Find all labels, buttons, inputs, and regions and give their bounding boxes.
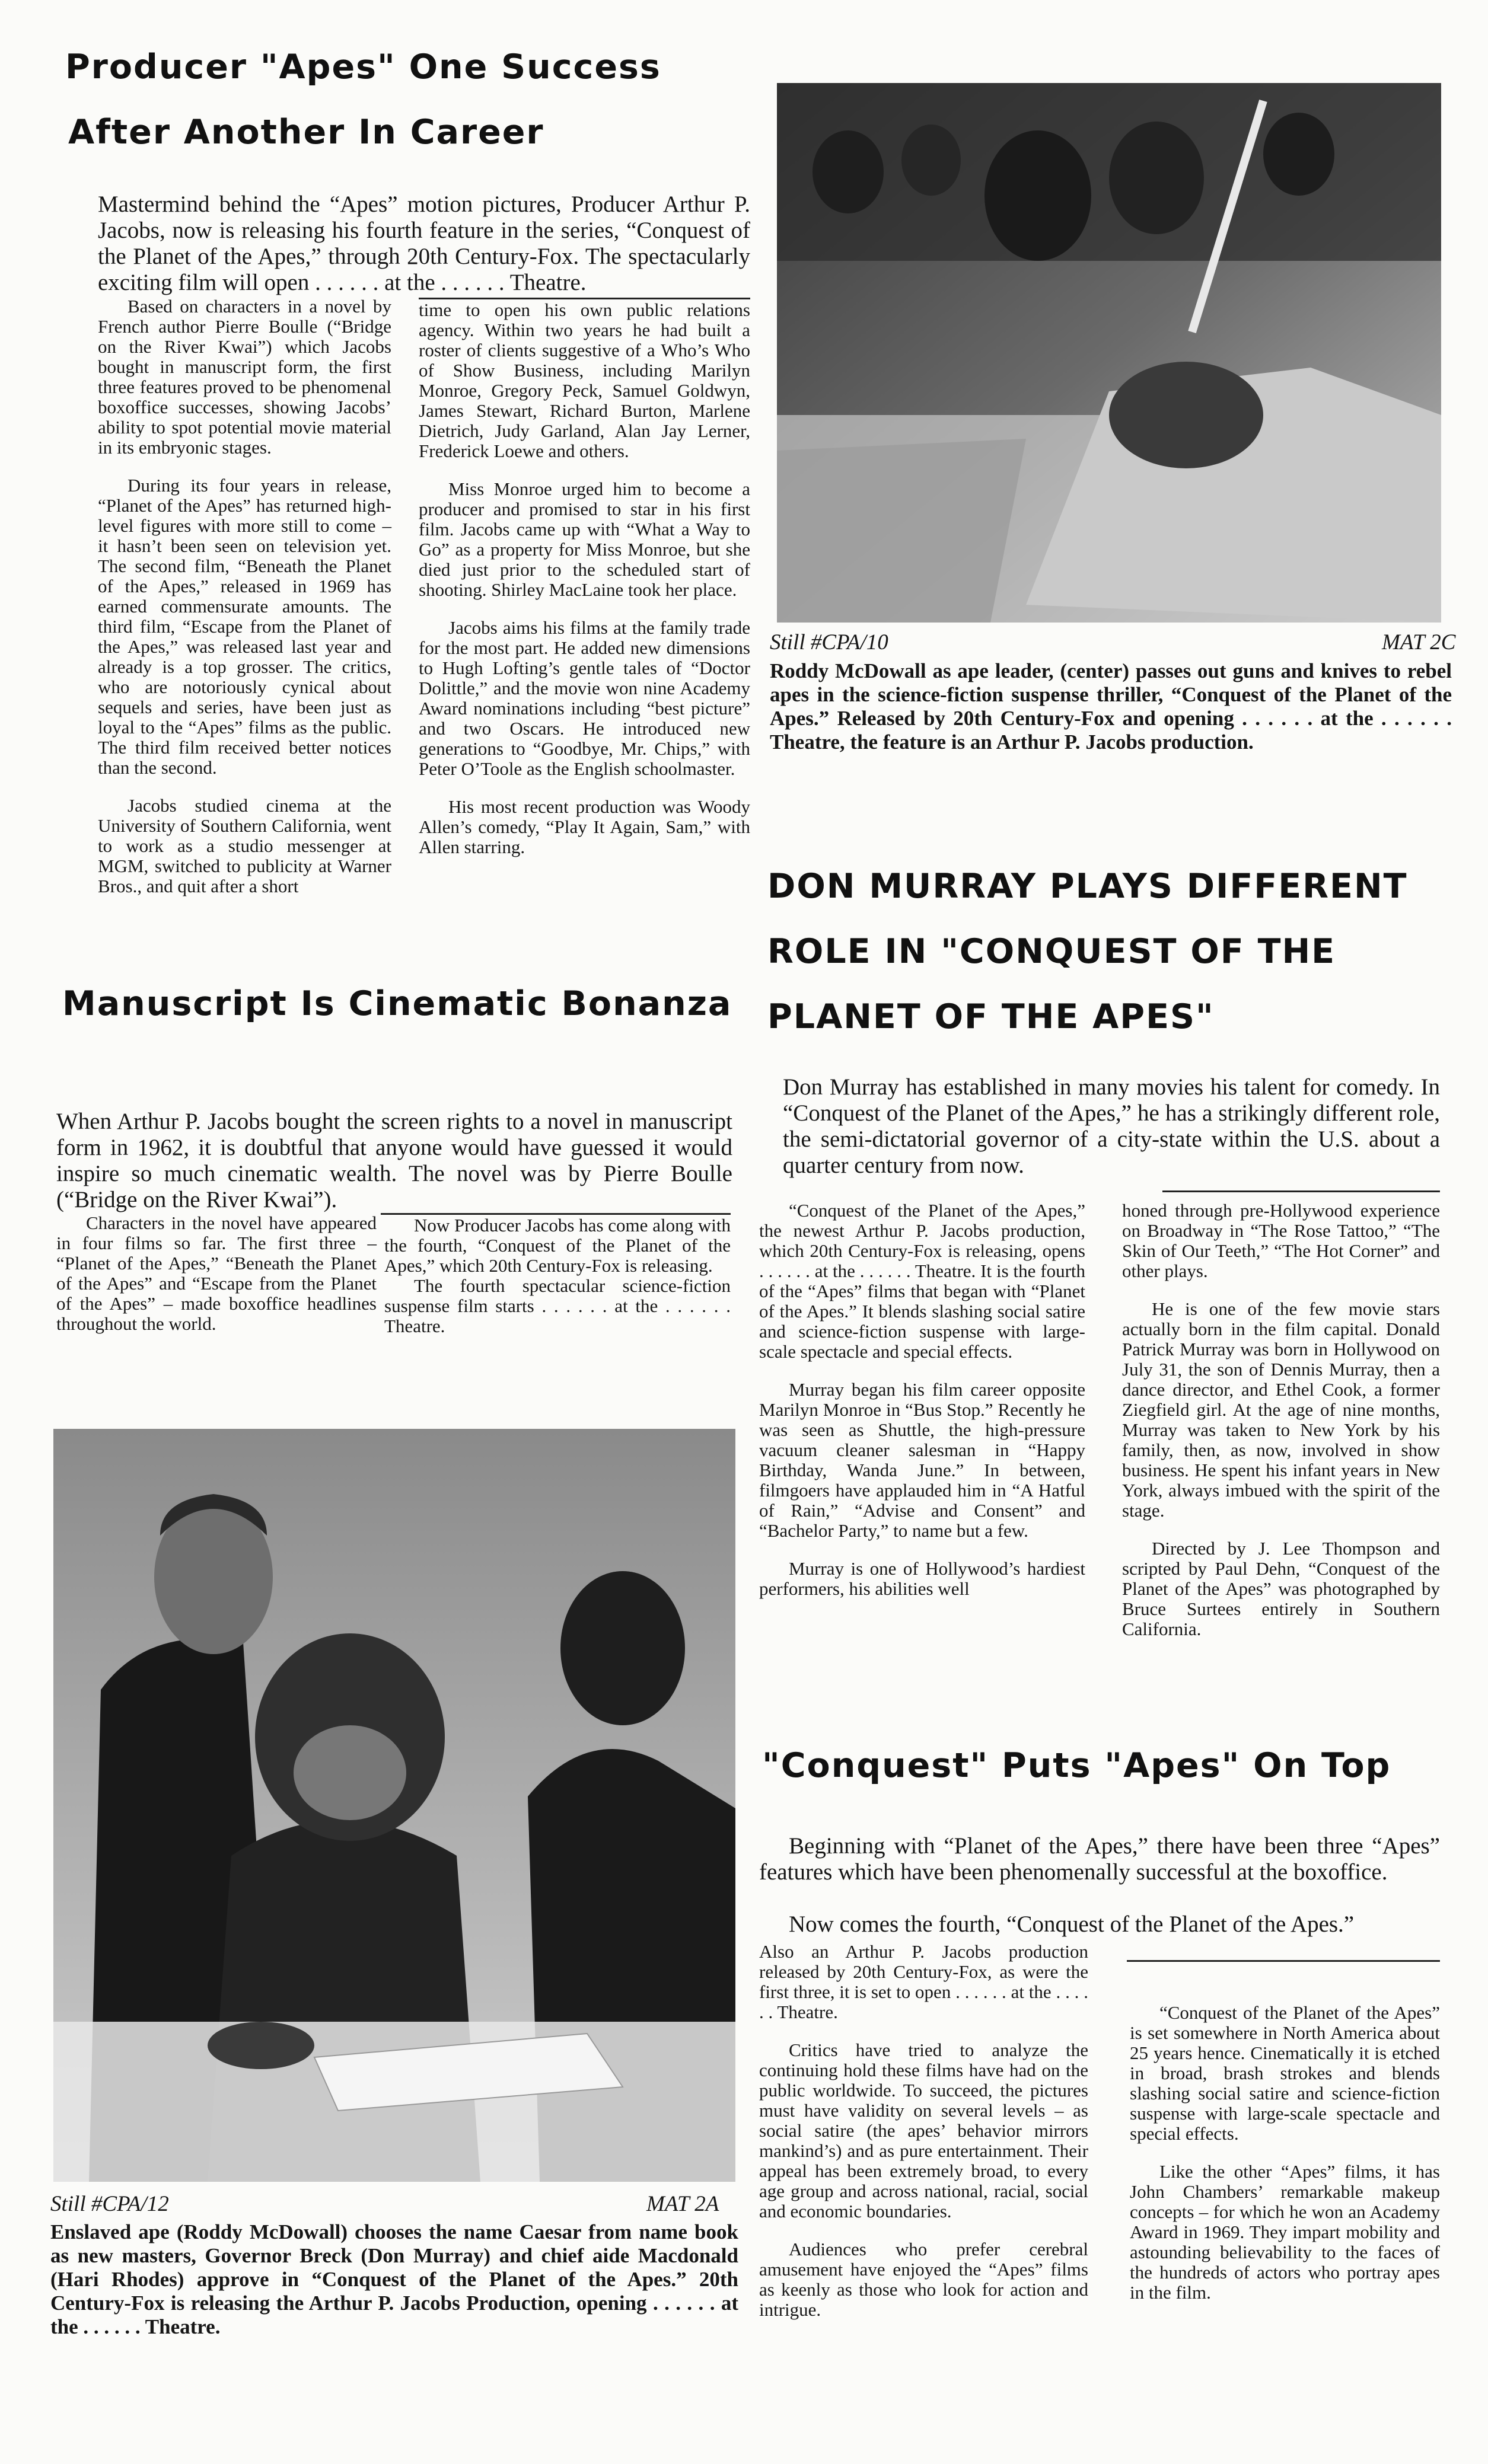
article1-lead: Mastermind behind the “Apes” motion pictures, Producer Arthur P. Jacobs, now is releasing his fourth feature in the series, “Conquest of the Planet of the Apes,” through 20th Century-Fox. The spectacularly exciting film will open . . . . . . at the . . . . . . Theatre. (98, 191, 750, 295)
article3-headline: DON MURRAY PLAYS DIFFERENT ROLE IN "CONQUEST OF THE PLANET OF THE APES" (767, 867, 1408, 1036)
article2-lead: When Arthur P. Jacobs bought the screen rights to a novel in manuscript form in 1962, it is doubtful that anyone would have guessed it would inspire so much cinematic wealth. The novel was by Pierre Boulle (“Bridge on the River Kwai”). (56, 1109, 732, 1212)
paragraph: Now Producer Jacobs has come along with the fourth, “Conquest of the Planet of the Apes,” which 20th Century-Fox is releasing. (384, 1215, 731, 1276)
article4-rule (1127, 1960, 1440, 1962)
article1-column-1 (98, 296, 391, 914)
article1-headline-line2: After Another In Career (68, 113, 544, 152)
paragraph: honed through pre-Hollywood experience on Broadway in “The Rose Tattoo,” “The Skin of Our Teeth,” “The Hot Corner” and other plays. (1122, 1200, 1440, 1281)
article4-headline: "Conquest" Puts "Apes" On Top (762, 1746, 1391, 1785)
paragraph: “Conquest of the Planet of the Apes,” the newest Arthur P. Jacobs production, which 20th Century-Fox is releasing, opens . . . . . . at the . . . . . . Theatre. It is the fourth of the “Apes” films that began with “Planet of the Apes.” It blends slashing social satire and science-fiction suspense with large-scale spectacle and special effects. (759, 1200, 1085, 1362)
photo1-mat-number: MAT 2C (1382, 630, 1456, 655)
paragraph: Audiences who prefer cerebral amusement have enjoyed the “Apes” films as keenly as those who look for action and intrigue. (759, 2239, 1088, 2320)
article1-column-2 (419, 300, 750, 875)
paragraph: Based on characters in a novel by French author Pierre Boulle (“Bridge on the River Kwai”) which Jacobs bought in manuscript form, the first three features proved to be phenomenal boxoffice successes, showing Jacobs’ ability to spot potential movie material in its embryonic stages. (98, 296, 391, 458)
photo2-still-number: Still #CPA/12 (50, 2192, 169, 2216)
article2-column-2 (384, 1215, 731, 1354)
photo-apes-rebellion-image (777, 83, 1441, 623)
article4-column-2 (1130, 2003, 1440, 2321)
paragraph: Murray began his film career opposite Marilyn Monroe in “Bus Stop.” Recently he was seen as Shuttle, the high-pressure vacuum cleaner salesman in “Happy Birthday, Wanda June.” In between, filmgoers have applauded him in “A Hatful of Rain,” “Advise and Consent” and “Bachelor Party,” to name but a few. (759, 1379, 1085, 1541)
article4-lead-1: Beginning with “Planet of the Apes,” there have been three “Apes” features which have been phenomenally successful at the boxoffice. (759, 1833, 1440, 1885)
paragraph: Jacobs aims his films at the family trade for the most part. He added new dimensions to Hugh Lofting’s gentle tales of “Doctor Dolittle,” and the movie won nine Academy Award nominations including “best picture” and two Oscars. He introduced new generations to “Goodbye, Mr. Chips,” with Peter O’Toole as the English schoolmaster. (419, 617, 750, 779)
paragraph: The fourth spectacular science-fiction suspense film starts . . . . . . at the . . . . . . Theatre. (384, 1275, 731, 1336)
paragraph: “Conquest of the Planet of the Apes” is set somewhere in North America about 25 years hence. Cinematically it is etched in broad, brash strokes and blends slashing social satire and science-fiction suspense with large-scale spectacle and special effects. (1130, 2002, 1440, 2144)
paragraph: During its four years in release, “Planet of the Apes” has returned high-level figures with more still to come – it hasn’t been seen on television yet. The second film, “Beneath the Planet of the Apes,” released in 1969 has earned commensurate amounts. The third film, “Escape from the Planet of the Apes,” was released last year and already is a top grosser. The critics, who are notoriously cynical about sequels and series, have been just as loyal to the “Apes” films as the public. The third film received better notices than the second. (98, 475, 391, 778)
paragraph: time to open his own public relations agency. Within two years he had built a roster of clients suggestive of a Who’s Who of Show Business, including Marilyn Monroe, Gregory Peck, Samuel Goldwyn, James Stewart, Richard Burton, Marlene Dietrich, Judy Garland, Alan Jay Lerner, Frederick Loewe and others. (419, 299, 750, 461)
photo2-mat-number: MAT 2A (646, 2192, 719, 2216)
paragraph: He is one of the few movie stars actually born in the film capital. Donald Patrick Murray was born in Hollywood on July 31, the son of Dennis Murray, then a dance director, and Ethel Cook, a former Ziegfield girl. At the age of nine months, Murray was taken to New York by his family, then, as now, involved in show business. He spent his infant years in New York, always imbued with the spirit of the stage. (1122, 1298, 1440, 1521)
photo2-caption: Enslaved ape (Roddy McDowall) chooses the name Caesar from name book as new masters, Governor Breck (Don Murray) and chief aide Macdonald (Hari Rhodes) approve in “Conquest of the Planet of the Apes.” 20th Century-Fox is releasing the Arthur P. Jacobs Production, opening . . . . . . at the . . . . . . Theatre. (50, 2220, 738, 2338)
paragraph: Also an Arthur P. Jacobs production released by 20th Century-Fox, as were the first three, it is set to open . . . . . . at the . . . . . . Theatre. (759, 1941, 1088, 2022)
article3-column-2 (1122, 1201, 1440, 1657)
paragraph: Like the other “Apes” films, it has John Chambers’ remarkable makeup concepts – for which he won an Academy Award in 1969. They impart mobility and astounding believability to the faces of the hundreds of actors who portray apes in the film. (1130, 2161, 1440, 2303)
photo1-still-number: Still #CPA/10 (770, 630, 888, 655)
photo-apes-rebellion (777, 83, 1441, 623)
article4-lead-2: Now comes the fourth, “Conquest of the Planet of the Apes.” (789, 1911, 1355, 1937)
paragraph: Miss Monroe urged him to become a producer and promised to star in his first film. Jacobs came up with “What a Way to Go” as a property for Miss Monroe, but she died just prior to the scheduled start of shooting. Shirley MacLaine took her place. (419, 478, 750, 600)
article4-column-1 (759, 1942, 1088, 2338)
paragraph: Murray is one of Hollywood’s hardiest performers, his abilities well (759, 1558, 1085, 1599)
article2-column-1 (56, 1213, 377, 1352)
paragraph: Directed by J. Lee Thompson and scripted by Paul Dehn, “Conquest of the Planet of the Apes” was photographed by Bruce Surtees entirely in Southern California. (1122, 1538, 1440, 1639)
article3-column-1 (759, 1201, 1085, 1617)
article3-rule (1162, 1190, 1440, 1192)
photo-caesar-name-book (53, 1429, 735, 2182)
paragraph: Characters in the novel have appeared in four films so far. The first three – “Planet of the Apes,” “Beneath the Planet of the Apes” and “Escape from the Planet of the Apes” – made boxoffice headlines throughout the world. (56, 1212, 377, 1334)
paragraph: His most recent production was Woody Allen’s comedy, “Play It Again, Sam,” with Allen starring. (419, 796, 750, 857)
article1-headline-line1: Producer "Apes" One Success (65, 47, 661, 87)
article3-lead: Don Murray has established in many movies his talent for comedy. In “Conquest of the Planet of the Apes,” he has a strikingly different role, the semi-dictatorial governor of a city-state within the U.S. about a quarter century from now. (783, 1074, 1440, 1178)
paragraph: Critics have tried to analyze the continuing hold these films have had on the public worldwide. To succeed, the pictures must have validity on several levels – as social satire (the apes’ behavior mirrors mankind’s) and as pure entertainment. Their appeal has been extremely broad, to every age group and across national, racial, social and economic boundaries. (759, 2039, 1088, 2222)
paragraph: Jacobs studied cinema at the University of Southern California, went to work as a studio messenger at MGM, switched to publicity at Warner Bros., and quit after a short (98, 795, 391, 896)
article2-headline: Manuscript Is Cinematic Bonanza (62, 984, 732, 1023)
photo-caesar-name-book-image (53, 1429, 735, 2182)
photo1-caption: Roddy McDowall as ape leader, (center) passes out guns and knives to rebel apes in the science-fiction suspense thriller, “Conquest of the Planet of the Apes.” Released by 20th Century-Fox and opening . . . . . . at the . . . . . . Theatre, the feature is an Arthur P. Jacobs production. (770, 659, 1452, 754)
